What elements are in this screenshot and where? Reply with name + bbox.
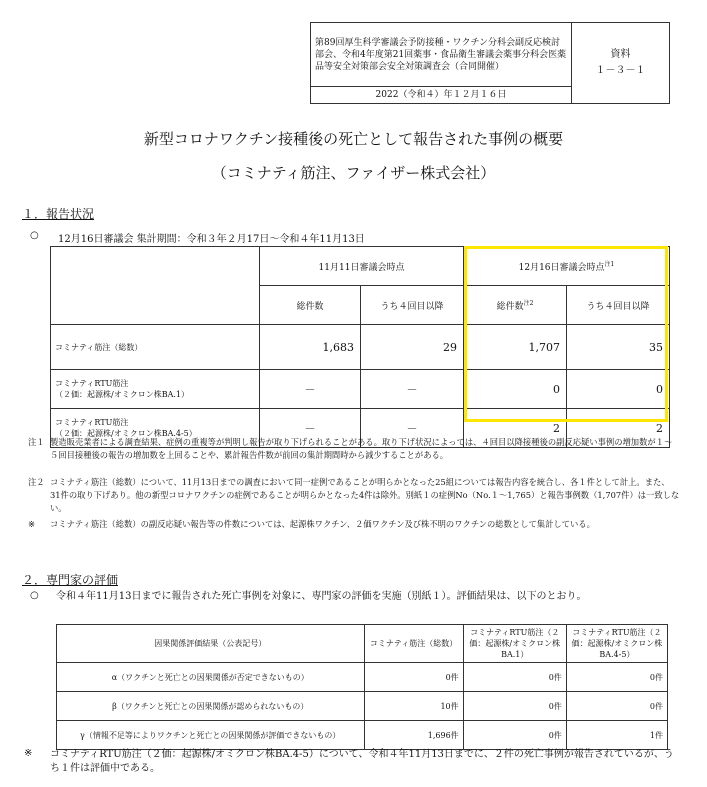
table-row — [57, 721, 668, 750]
note3-key: ※ — [28, 519, 35, 529]
col-4th-1: うち４回目以降 — [361, 286, 464, 325]
cell-value: 0件 — [463, 721, 566, 750]
eval-header-cell: コミナティRTU筋注（２価：起源株/オミクロン株BA.4-5） — [566, 625, 667, 663]
table-row — [57, 692, 668, 721]
page-subtitle: （コミナティ筋注、ファイザー株式会社） — [211, 164, 496, 182]
cell-value: － — [260, 370, 361, 409]
row-label: β（ワクチンと死亡との因果関係が認められないもの） — [57, 692, 365, 721]
eval-header-cell: 因果関係評価結果（公表記号） — [57, 625, 365, 663]
section2-footnote: コミナティRTU筋注（２価：起源株/オミクロン株BA.4-5）について、令和４年11月13日までに、２件の死亡事例が報告されているが、うち１件は評価中である。 — [50, 749, 674, 774]
group1-header: 11月11日審議会時点 — [260, 247, 464, 286]
row-label: γ（情報不足等によりワクチンと死亡との因果関係が評価できないもの） — [57, 721, 365, 750]
note2-key: 注２ — [28, 477, 45, 487]
meeting-name: 第89回厚生科学審議会予防接種・ワクチン分科会副反応検討部会、令和4年度第21回薬事・食品衛生審議会薬事分科会医薬品等安全対策部会安全対策調査会（合同開催） — [311, 23, 572, 87]
cell-value: 1,707 — [464, 325, 567, 370]
cell-value: 0件 — [566, 692, 667, 721]
row-label: コミナティRTU筋注 （２価：起源株/オミクロン株BA.1） — [51, 370, 260, 409]
table-row — [57, 663, 668, 692]
cell-value: 2 — [464, 409, 567, 448]
col-4th-2: うち４回目以降 — [567, 286, 670, 325]
cell-value: 1,696件 — [364, 721, 463, 750]
col-total-1: 総件数 — [260, 286, 361, 325]
section2-heading: ２．専門家の評価 — [22, 573, 119, 587]
cell-value: 10件 — [364, 692, 463, 721]
cell-value: － — [361, 370, 464, 409]
row-label: コミナティ筋注（総数） — [51, 325, 260, 370]
evaluation-table — [56, 624, 668, 750]
note1-key: 注１ — [28, 437, 45, 447]
cell-value: 0件 — [463, 692, 566, 721]
doc-label: 資料 — [610, 49, 631, 60]
cell-value: 35 — [567, 325, 670, 370]
eval-header-cell: コミナティRTU筋注（２価：起源株/オミクロン株BA.1） — [463, 625, 566, 663]
col-total-2: 総件数$^{注2}$ — [464, 286, 567, 325]
doc-date: 2022（令和４）年１２月１６日 — [311, 87, 572, 104]
cell-value: 0件 — [566, 663, 667, 692]
corner-cell — [51, 247, 260, 325]
cell-value: 1件 — [566, 721, 667, 750]
eval-header-cell: コミナティ筋注（総数） — [364, 625, 463, 663]
note3-text: コミナティ筋注（総数）の副反応疑い報告等の件数については、起源株ワクチン、２価ワクチン及び株不明のワクチンの総数として集計している。 — [50, 519, 595, 529]
highlight-box — [464, 246, 668, 422]
note2-text: コミナティ筋注（総数）について、11月13日までの調査において同一症例であることが明らかとなった25組については報告内容を統合し、各１件として計上。また、31件の取り下げあり。他の新型コロナワクチンの症例であることが明らかとなった4件は除外。別紙１の症例No（No.１～1,765）と報告事例数（1,707件）は一致しない。 — [50, 477, 680, 513]
row-label: α（ワクチンと死亡との因果関係が否定できないもの） — [57, 663, 365, 692]
section1-bullet-text: 12月16日審議会 集計期間：令和３年２月17日～令和４年11月13日 — [58, 234, 365, 245]
doc-id-cell — [572, 23, 670, 104]
cell-value: － — [260, 409, 361, 448]
cell-value: 0 — [567, 370, 670, 409]
doc-number: １－３－１ — [595, 65, 646, 76]
section1-bullet-mark: ○ — [30, 230, 39, 241]
cell-value: 0件 — [463, 663, 566, 692]
cell-value: 0 — [464, 370, 567, 409]
page-title: 新型コロナワクチン接種後の死亡として報告された事例の概要 — [143, 130, 564, 148]
note1-text: 製造販売業者による調査結果、症例の重複等が判明し報告が取り下げられることがある。取り下げ状況によっては、４回目以降接種後の副反応疑い事例の増加数が１～５回目接種後の報告の増加数を上回ることや、累計報告件数が前回の集計期間時から減少することがある。 — [50, 437, 673, 460]
cell-value: 29 — [361, 325, 464, 370]
cell-value: 1,683 — [260, 325, 361, 370]
cell-value: 0件 — [364, 663, 463, 692]
group2-header: 12月16日審議会時点$^{注1}$ — [464, 247, 670, 286]
header-box — [310, 22, 670, 104]
section1-heading: １．報告状況 — [22, 207, 95, 221]
cell-value: 2 — [567, 409, 670, 448]
cell-value: － — [361, 409, 464, 448]
section2-footnote-mark: ※ — [24, 748, 33, 759]
section2-bullet-mark: ○ — [30, 590, 39, 601]
row-label: コミナティRTU筋注 （２価：起源株/オミクロン株BA.4-5） — [51, 409, 260, 448]
section2-bullet-text: 令和４年11月13日までに報告された死亡事例を対象に、専門家の評価を実施（別紙１）。評価結果は、以下のとおり。 — [56, 591, 587, 602]
